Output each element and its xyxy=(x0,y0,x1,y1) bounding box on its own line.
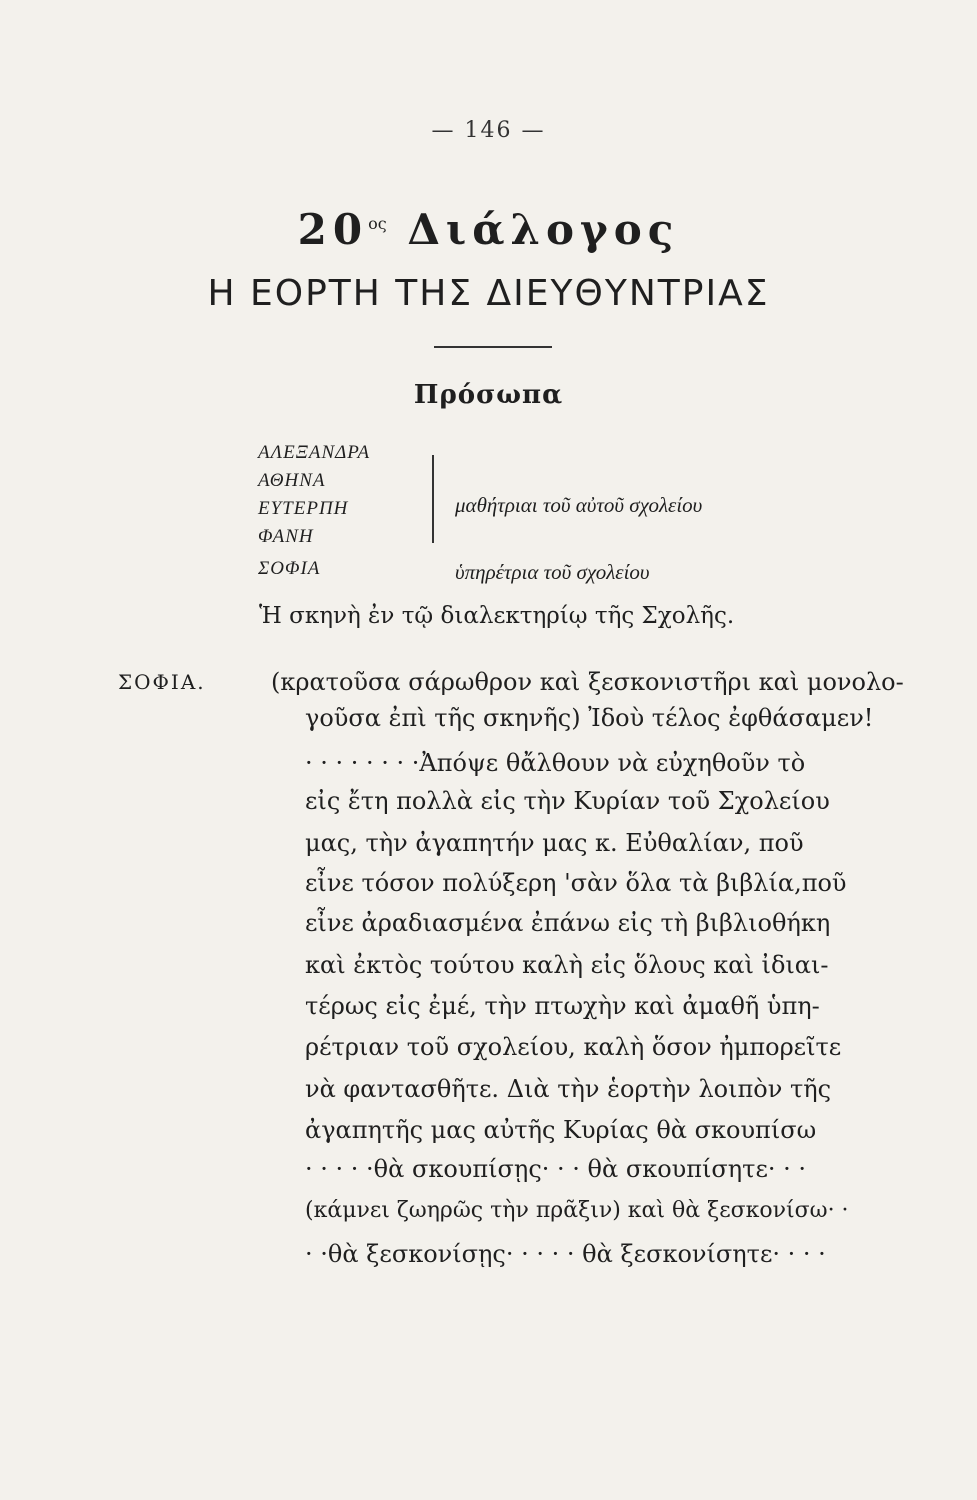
dialogue-line: · · · · ·θὰ σκουπίσῃς· · · θὰ σκουπίσητε· · · xyxy=(305,1155,807,1183)
cast-name-fani: ΦΑΝΗ xyxy=(258,526,314,547)
dialogue-heading xyxy=(0,205,977,254)
dialogue-line: ρέτριαν τοῦ σχολείου, καλὴ ὅσον ἠμπορεῖτε xyxy=(305,1033,842,1061)
dialogue-line: (κάμνει ζωηρῶς τὴν πρᾶξιν) καὶ θὰ ξεσκονίσω· · xyxy=(305,1198,849,1223)
dialogue-line: · ·θὰ ξεσκονίσῃς· · · · · θὰ ξεσκονίσητε· · · · xyxy=(305,1240,826,1268)
dialogue-line: (κρατοῦσα σάρωθρον καὶ ξεσκονιστῆρι καὶ μονολο- xyxy=(271,668,904,696)
persons-heading: Πρόσωπα xyxy=(413,380,564,410)
dialogue-line: · · · · · · · ·Ἀπόψε θἄλθουν νὰ εὐχηθοῦν τὸ xyxy=(305,749,806,777)
dialogue-line: ἀγαπητῆς μας αὐτῆς Κυρίας θὰ σκουπίσω xyxy=(305,1116,817,1144)
dialogue-line: εἶνε ἀραδιασμένα ἐπάνω εἰς τὴ βιβλιοθήκη xyxy=(305,909,831,937)
title-divider xyxy=(434,346,552,348)
cast-name-alexandra: ΑΛΕΞΑΝΔΡΑ xyxy=(258,442,371,463)
dialogue-line: τέρως εἰς ἐμέ, τὴν πτωχὴν καὶ ἀμαθῆ ὑπη- xyxy=(305,992,820,1020)
cast-name-athina: ΑΘΗΝΑ xyxy=(258,470,326,491)
cast-brace xyxy=(432,455,434,543)
servant-description: ὑπηρέτρια τοῦ σχολείου xyxy=(455,560,650,584)
cast-name-efterpi: ΕΥΤΕΡΠΗ xyxy=(258,498,349,519)
dialogue-line: καὶ ἐκτὸς τούτου καλὴ εἰς ὅλους καὶ ἰδιαι- xyxy=(305,951,829,979)
dialogue-word: Διάλογος xyxy=(407,205,680,254)
dialogue-line: νὰ φαντασθῆτε. Διὰ τὴν ἑορτὴν λοιπὸν τῆς xyxy=(305,1075,832,1103)
students-description: μαθήτριαι τοῦ αὐτοῦ σχολείου xyxy=(455,493,703,517)
cast-name-sofia: ΣΟΦΙΑ xyxy=(258,558,321,579)
dialogue-number: 20 xyxy=(297,205,369,254)
dialogue-line: μας, τὴν ἀγαπητήν μας κ. Εὐθαλίαν, ποῦ xyxy=(305,829,804,857)
dialogue-number-suffix: ος xyxy=(368,214,387,233)
scene-direction: Ἡ σκηνὴ ἐν τῷ διαλεκτηρίῳ τῆς Σχολῆς. xyxy=(259,603,735,629)
page-number: — 146 — xyxy=(431,118,546,143)
dialogue-line: εἶνε τόσον πολύξερη 'σὰν ὅλα τὰ βιβλία,ποῦ xyxy=(305,869,847,897)
speaker-label: ΣΟΦΙΑ. xyxy=(118,670,206,694)
dialogue-line: γοῦσα ἐπὶ τῆς σκηνῆς) Ἰδοὺ τέλος ἐφθάσαμεν! xyxy=(305,704,874,732)
dialogue-line: εἰς ἔτη πολλὰ εἰς τὴν Κυρίαν τοῦ Σχολείου xyxy=(305,787,830,815)
dialogue-title: Η ΕΟΡΤΗ ΤΗΣ ΔΙΕΥΘΥΝΤΡΙΑΣ xyxy=(207,273,770,314)
